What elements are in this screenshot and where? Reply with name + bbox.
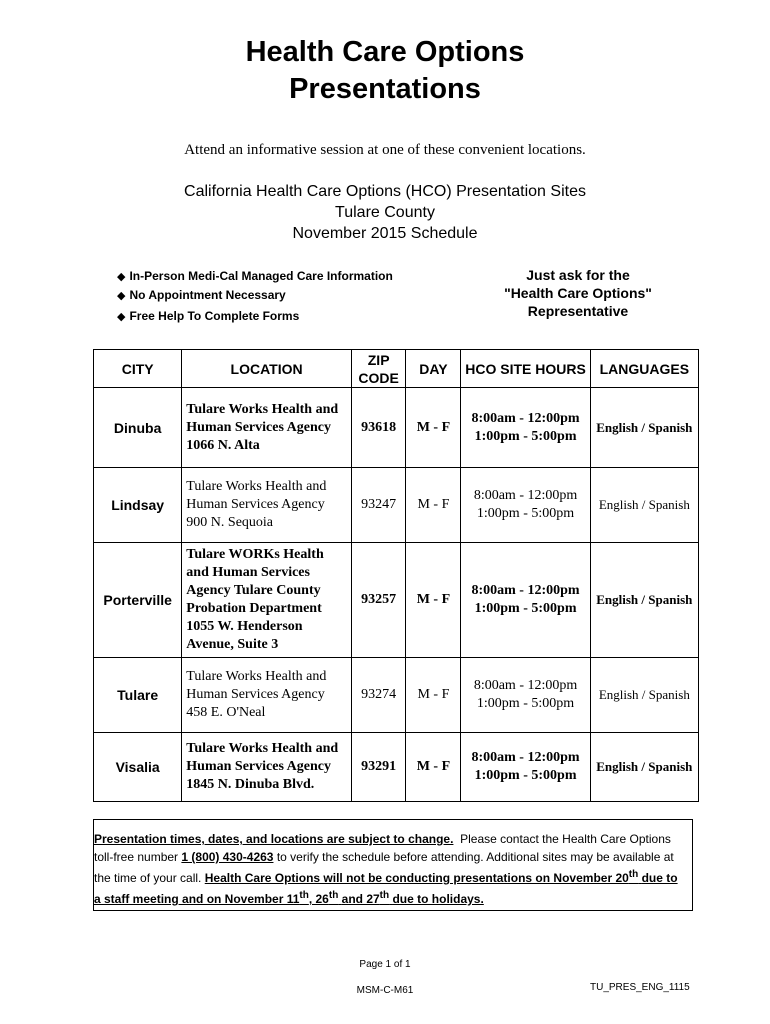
schedule-table xyxy=(93,349,699,802)
bullet-item: ◆ Free Help To Complete Forms xyxy=(117,309,300,323)
header-day: DAY xyxy=(406,350,461,388)
diamond-bullet-icon: ◆ xyxy=(117,271,126,283)
table-row xyxy=(94,543,699,658)
diamond-bullet-icon: ◆ xyxy=(117,311,126,323)
notice-contact-text: Please contact the Health Care Options toll-free number xyxy=(94,832,671,864)
intro-text: Attend an informative session at one of these convenient locations. xyxy=(184,142,586,158)
diamond-bullet-icon: ◆ xyxy=(117,290,126,302)
day-cell: M - F xyxy=(406,733,461,802)
location-cell: Tulare Works Health and Human Services Agency 1845 N. Dinuba Blvd. xyxy=(182,733,352,802)
zip-cell: 93618 xyxy=(351,388,406,468)
page-title xyxy=(0,34,770,108)
city-cell: Tulare xyxy=(94,658,182,733)
table-header-row xyxy=(94,350,699,388)
table-row xyxy=(94,658,699,733)
phone-number[interactable]: 1 (800) 430-4263 xyxy=(181,850,274,864)
hours-cell: 8:00am - 12:00pm 1:00pm - 5:00pm xyxy=(461,658,590,733)
header-hours: HCO SITE HOURS xyxy=(461,350,590,388)
zip-cell: 93257 xyxy=(351,543,406,658)
languages-cell: English / Spanish xyxy=(590,543,698,658)
zip-cell: 93274 xyxy=(351,658,406,733)
notice-lead: Presentation times, dates, and locations are subject to change. xyxy=(94,832,454,846)
header-city: CITY xyxy=(94,350,182,388)
city-cell: Dinuba xyxy=(94,388,182,468)
languages-cell: English / Spanish xyxy=(590,388,698,468)
title-line-1: Health Care Options xyxy=(245,36,525,68)
header-location: LOCATION xyxy=(182,350,352,388)
location-cell: Tulare Works Health and Human Services Agency 900 N. Sequoia xyxy=(182,468,352,543)
city-cell: Porterville xyxy=(94,543,182,658)
document-id: TU_PRES_ENG_1115 xyxy=(590,982,690,993)
city-cell: Visalia xyxy=(94,733,182,802)
day-cell: M - F xyxy=(406,468,461,543)
ask-representative-callout: Just ask for the "Health Care Options" Representative xyxy=(504,267,652,319)
city-cell: Lindsay xyxy=(94,468,182,543)
location-cell: Tulare WORKs Health and Human Services Agency Tulare County Probation Department 1055 W. Henderson Avenue, Suite 3 xyxy=(182,543,352,658)
languages-cell: English / Spanish xyxy=(590,733,698,802)
table-row xyxy=(94,388,699,468)
hours-cell: 8:00am - 12:00pm 1:00pm - 5:00pm xyxy=(461,543,590,658)
hours-cell: 8:00am - 12:00pm 1:00pm - 5:00pm xyxy=(461,733,590,802)
page-number: Page 1 of 1 xyxy=(359,959,411,970)
header-languages: LANGUAGES xyxy=(590,350,698,388)
title-line-2: Presentations xyxy=(289,73,481,105)
feature-bullet-list xyxy=(117,268,393,327)
zip-cell: 93247 xyxy=(351,468,406,543)
header-zip: ZIP CODE xyxy=(351,350,406,388)
hours-cell: 8:00am - 12:00pm 1:00pm - 5:00pm xyxy=(461,468,590,543)
hours-cell: 8:00am - 12:00pm 1:00pm - 5:00pm xyxy=(461,388,590,468)
form-code: MSM-C-M61 xyxy=(356,985,414,996)
location-cell: Tulare Works Health and Human Services Agency 1066 N. Alta xyxy=(182,388,352,468)
schedule-subheading xyxy=(0,181,770,244)
table-row xyxy=(94,733,699,802)
schedule-change-notice xyxy=(93,819,693,911)
bullet-item: ◆ No Appointment Necessary xyxy=(117,288,286,302)
subhead-program: California Health Care Options (HCO) Presentation Sites xyxy=(184,183,586,200)
zip-cell: 93291 xyxy=(351,733,406,802)
languages-cell: English / Spanish xyxy=(590,658,698,733)
day-cell: M - F xyxy=(406,658,461,733)
holiday-notice: Health Care Options will not be conducting presentations on November 20th due to a staff meeting and on November 11th, 26th and 27th due to holidays. xyxy=(94,869,678,906)
subhead-month: November 2015 Schedule xyxy=(292,225,478,242)
day-cell: M - F xyxy=(406,543,461,658)
bullet-item: ◆ In-Person Medi-Cal Managed Care Information xyxy=(117,269,393,283)
subhead-county: Tulare County xyxy=(335,204,435,221)
location-cell: Tulare Works Health and Human Services Agency 458 E. O'Neal xyxy=(182,658,352,733)
table-row xyxy=(94,468,699,543)
notice-verify-text: to verify the schedule before attending. Additional sites may be available at the time of your call. xyxy=(94,850,674,885)
languages-cell: English / Spanish xyxy=(590,468,698,543)
day-cell: M - F xyxy=(406,388,461,468)
